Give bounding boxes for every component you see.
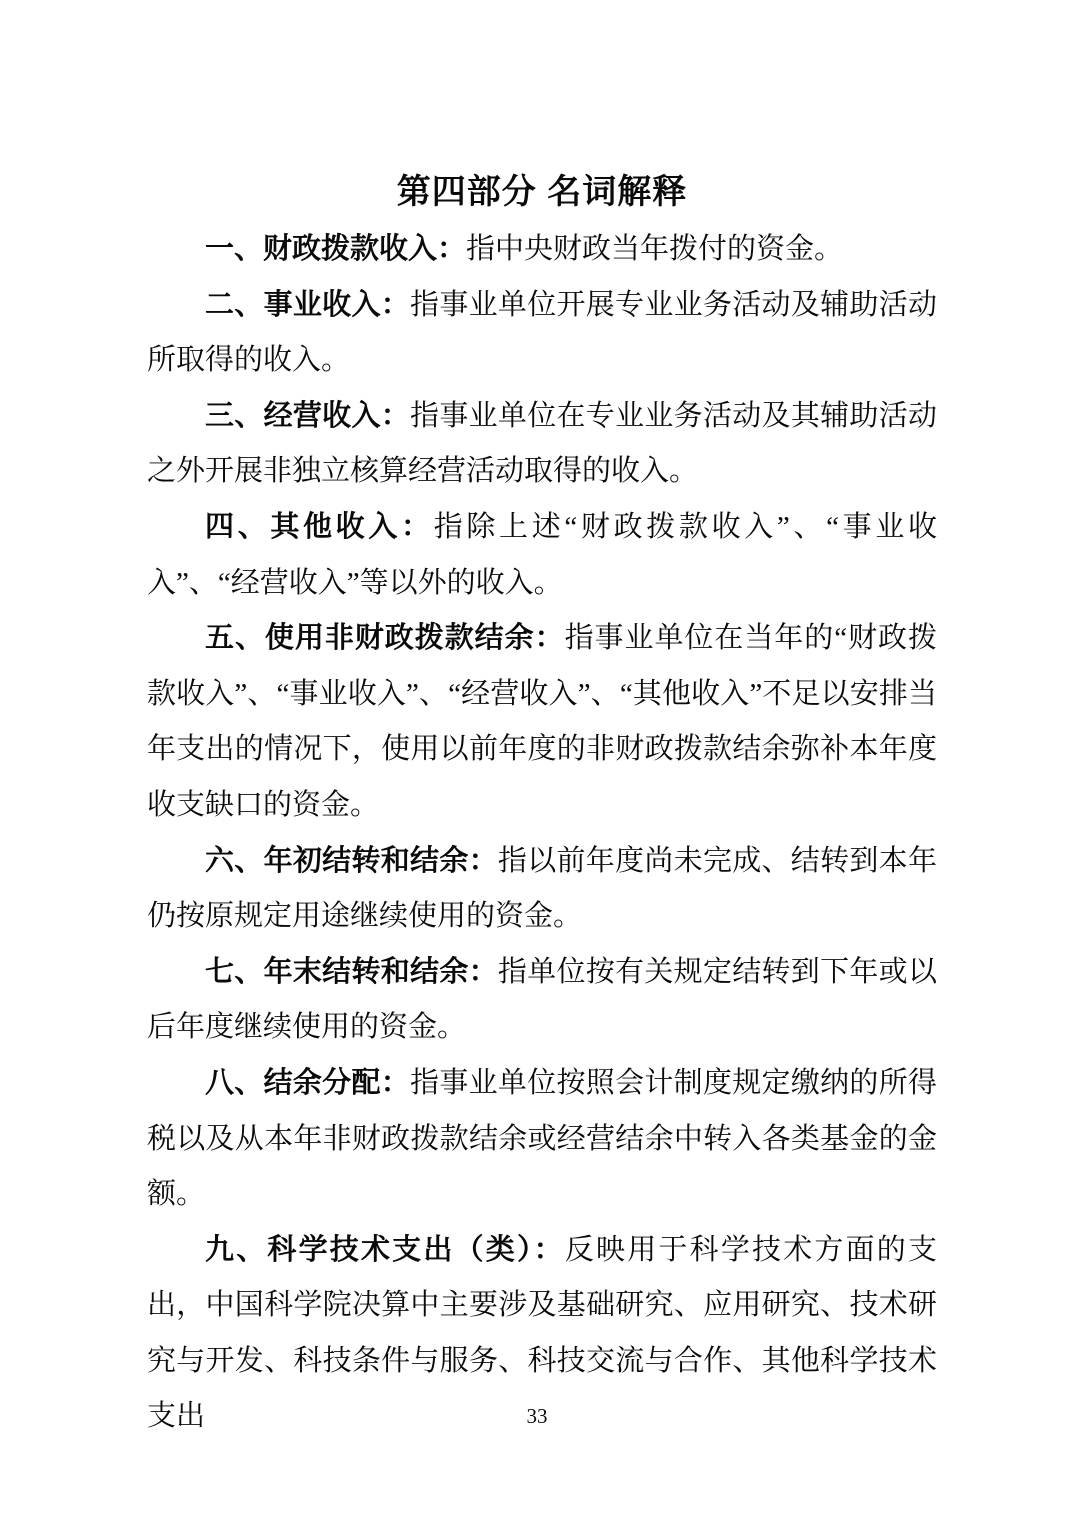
term-definition: 指中央财政当年拨付的资金。	[466, 233, 844, 265]
term-label: 一、财政拨款收入：	[205, 233, 467, 265]
term-label: 三、经营收入：	[205, 399, 411, 432]
glossary-item-2	[147, 278, 937, 389]
document-body	[147, 164, 937, 1445]
glossary-item-3	[147, 389, 937, 500]
term-label: 四、其他收入：	[205, 510, 434, 543]
term-definition: 指单位按有关规定结转到下年或以后年度继续使用的资金。	[147, 955, 937, 1044]
term-definition: 指事业单位按照会计制度规定缴纳的所得税以及从本年非财政拨款结余或经营结余中转入各类基金的金额。	[147, 1066, 937, 1211]
term-definition: 反映用于科学技术方面的支出，中国科学院决算中主要涉及基础研究、应用研究、技术研究与开发、科技条件与服务、科技交流与合作、其他科学技术支出	[147, 1233, 937, 1433]
term-label: 二、事业收入：	[205, 288, 411, 321]
glossary-item-6	[147, 834, 937, 945]
glossary-item-4	[147, 500, 937, 611]
term-definition: 指事业单位在当年的“财政拨款收入”、“事业收入”、“经营收入”、“其他收入”不足以安排当年支出的情况下，使用以前年度的非财政拨款结余弥补本年度收支缺口的资金。	[147, 622, 937, 821]
glossary-item-7	[147, 945, 937, 1056]
term-definition: 指以前年度尚未完成、结转到本年仍按原规定用途继续使用的资金。	[147, 844, 937, 933]
glossary-item-1	[147, 222, 937, 278]
term-definition: 指事业单位在专业业务活动及其辅助活动之外开展非独立核算经营活动取得的收入。	[147, 399, 937, 488]
page-title: 第四部分 名词解释	[396, 173, 688, 211]
term-label: 九、科学技术支出（类）：	[205, 1233, 565, 1266]
glossary-item-8	[147, 1056, 937, 1223]
term-definition: 指除上述“财政拨款收入”、“事业收入”、“经营收入”等以外的收入。	[147, 510, 937, 599]
page-number: 33	[526, 1404, 548, 1428]
term-label: 五、使用非财政拨款结余：	[205, 622, 565, 655]
term-label: 八、结余分配：	[205, 1066, 411, 1099]
glossary-item-5	[147, 611, 937, 833]
term-label: 七、年末结转和结余：	[205, 955, 498, 988]
term-definition: 指事业单位开展专业业务活动及辅助活动所取得的收入。	[147, 288, 937, 377]
term-label: 六、年初结转和结余：	[205, 844, 498, 877]
